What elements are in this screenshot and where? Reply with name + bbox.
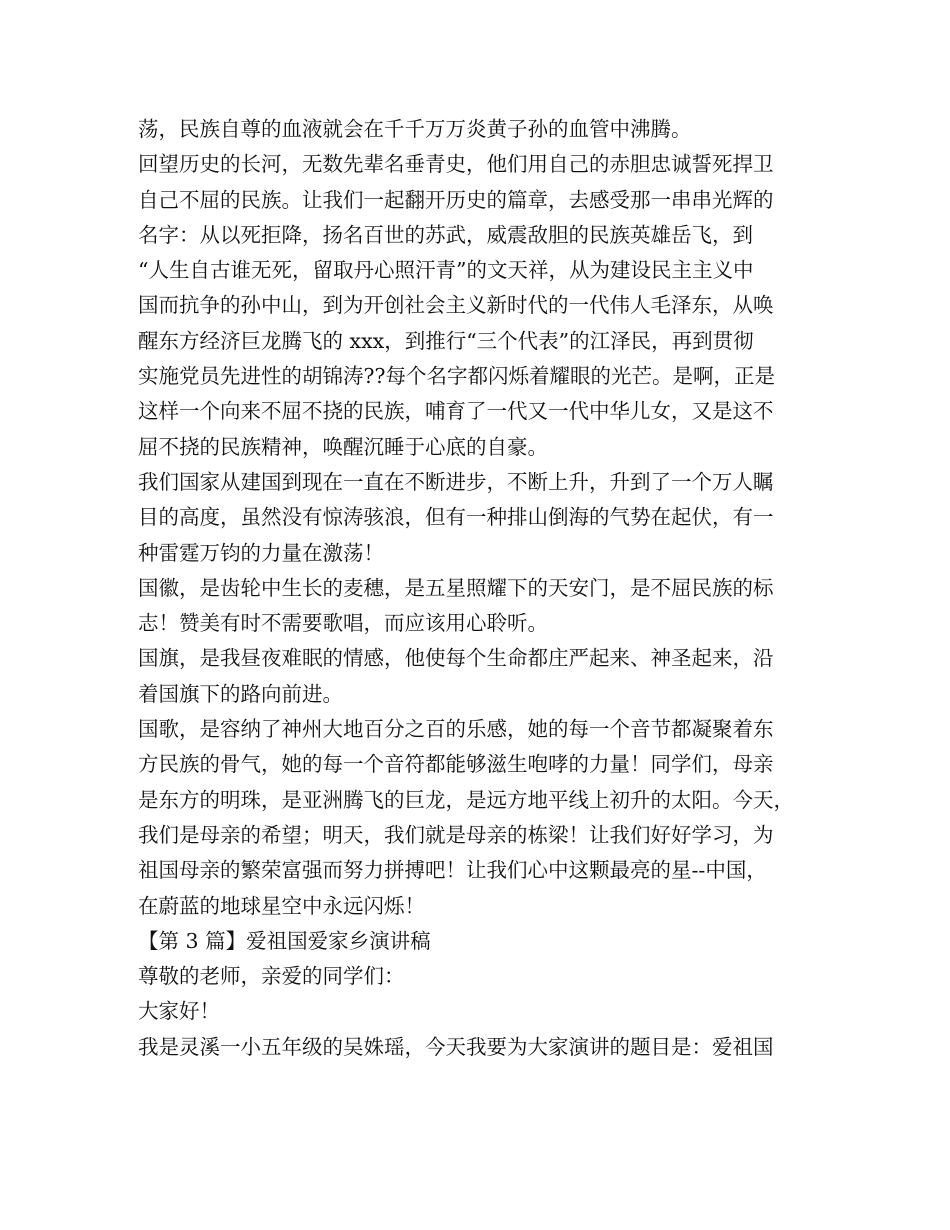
text-line: 国徽，是齿轮中生长的麦穗，是五星照耀下的天安门，是不屈民族的标	[138, 575, 774, 600]
text-line: “人生自古谁无死，留取丹心照汗青”的文天祥，从为建设民主主义中	[138, 258, 754, 283]
text-line: 自己不屈的民族。让我们一起翻开历史的篇章，去感受那一串串光辉的	[138, 187, 774, 212]
text-line: 方民族的骨气，她的每一个音符都能够滋生咆哮的力量！同学们，母亲	[138, 752, 774, 777]
text-line: 实施党员先进性的胡锦涛??每个名字都闪烁着耀眼的光芒。是啊，正是	[138, 364, 775, 389]
text-line: 大家好！	[138, 999, 220, 1024]
text-line: 我们是母亲的希望；明天，我们就是母亲的栋梁！让我们好好学习，为	[138, 822, 774, 847]
text-line: 我是灵溪一小五年级的吴姝瑶，今天我要为大家演讲的题目是：爱祖国	[138, 1034, 774, 1059]
text-line: 国而抗争的孙中山，到为开创社会主义新时代的一代伟人毛泽东，从唤	[138, 293, 774, 318]
section-heading: 【第 3 篇】爱祖国爱家乡演讲稿	[138, 928, 431, 953]
text-line: 目的高度，虽然没有惊涛骇浪，但有一种排山倒海的气势在起伏，有一	[138, 505, 774, 530]
text-line: 在蔚蓝的地球星空中永远闪烁！	[138, 893, 425, 918]
text-line: 国旗，是我昼夜难眠的情感，他使每个生命都庄严起来、神圣起来，沿	[138, 646, 774, 671]
text-line: 荡，民族自尊的血液就会在千千万万炎黄子孙的血管中沸腾。	[138, 117, 692, 141]
text-line: 回望历史的长河，无数先辈名垂青史，他们用自己的赤胆忠诚誓死捍卫	[138, 152, 774, 177]
text-line: 祖国母亲的繁荣富强而努力拼搏吧！让我们心中这颗最亮的星--中国，	[138, 858, 767, 883]
text-line: 我们国家从建国到现在一直在不断进步，不断上升，升到了一个万人瞩	[138, 469, 774, 494]
document-body	[138, 112, 838, 1065]
text-line: 着国旗下的路向前进。	[138, 681, 343, 706]
text-line: 国歌，是容纳了神州大地百分之百的乐感，她的每一个音节都凝聚着东	[138, 717, 774, 742]
text-line: 屈不挠的民族精神，唤醒沉睡于心底的自豪。	[138, 434, 548, 459]
text-line: 这样一个向来不屈不挠的民族，哺育了一代又一代中华儿女，又是这不	[138, 399, 774, 424]
text-line: 尊敬的老师，亲爱的同学们：	[138, 964, 405, 989]
text-line: 名字：从以死拒降，扬名百世的苏武，威震敌胆的民族英雄岳飞，到	[138, 222, 753, 247]
text-line: 是东方的明珠，是亚洲腾飞的巨龙，是远方地平线上初升的太阳。今天，	[138, 787, 794, 812]
text-line: 志！赞美有时不需要歌唱，而应该用心聆听。	[138, 611, 548, 636]
text-line: 醒东方经济巨龙腾飞的 xxx，到推行“三个代表”的江泽民，再到贯彻	[138, 328, 754, 353]
text-line: 种雷霆万钧的力量在激荡！	[138, 540, 384, 565]
